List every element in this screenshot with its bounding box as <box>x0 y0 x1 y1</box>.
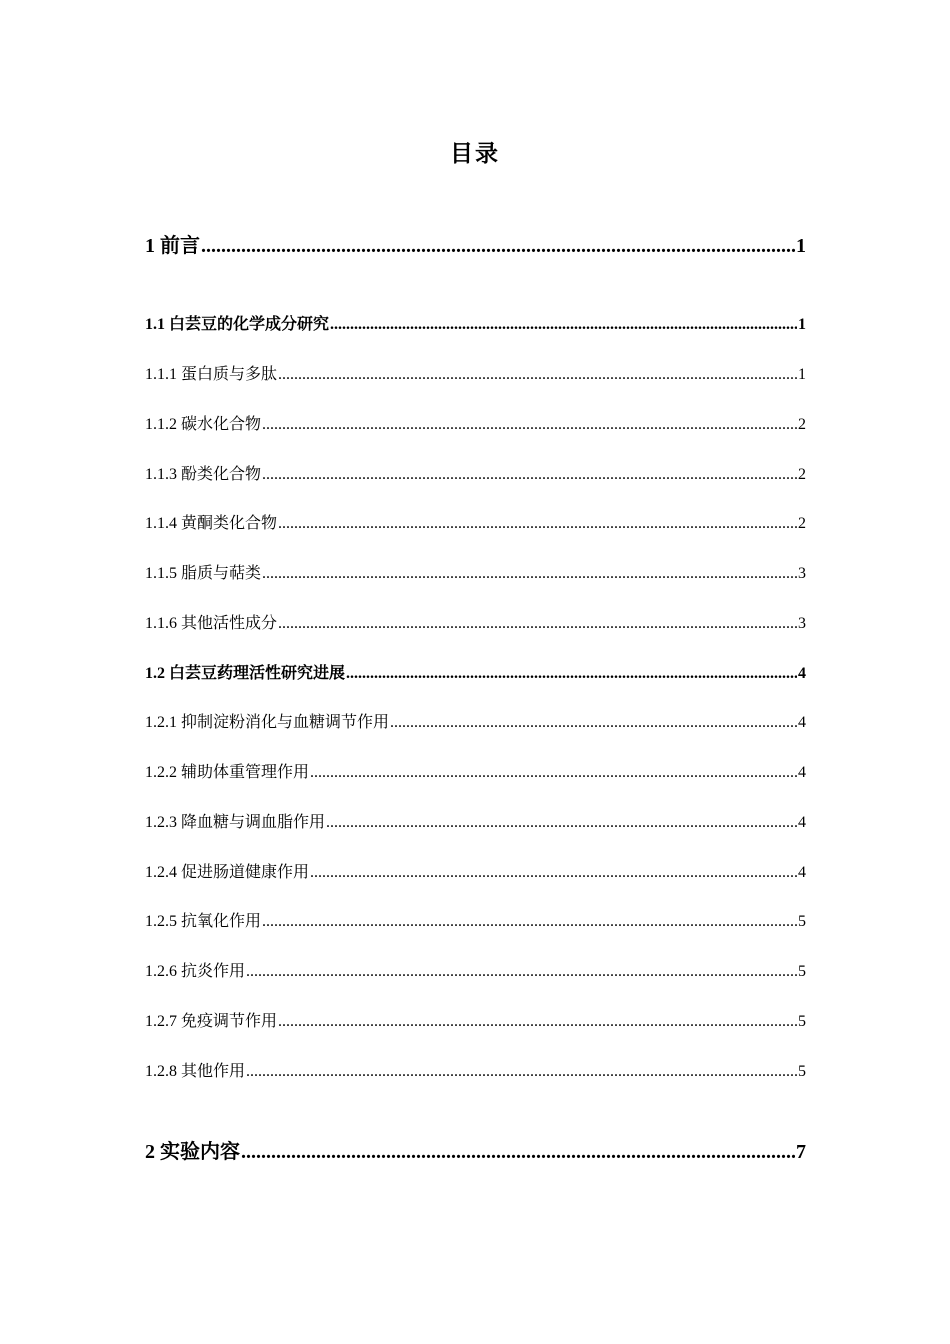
toc-leader-dots <box>201 232 795 260</box>
toc-leader-dots <box>326 812 797 834</box>
toc-entry-page: 2 <box>798 416 806 433</box>
toc-entry-subsection[interactable] <box>145 414 806 436</box>
toc-entry-section[interactable] <box>145 314 806 336</box>
toc-entry-page: 7 <box>796 1141 806 1163</box>
toc-entry-subsection[interactable] <box>145 1011 806 1033</box>
toc-entry-page: 5 <box>798 913 806 930</box>
toc-entry-page: 1 <box>798 316 806 333</box>
toc-entry-label: 1.2.6 抗炎作用 <box>145 963 246 980</box>
toc-entry-page: 2 <box>798 515 806 532</box>
toc-title: 目录 <box>450 141 500 167</box>
toc-leader-dots <box>330 314 797 336</box>
toc-leader-dots <box>246 1061 797 1083</box>
toc-entry-page: 1 <box>796 235 806 257</box>
toc-entry-subsection[interactable] <box>145 513 806 535</box>
toc-entry-page: 5 <box>798 963 806 980</box>
toc-entry-label: 2 实验内容 <box>145 1141 240 1163</box>
toc-entry-label: 1.1.4 黄酮类化合物 <box>145 515 278 532</box>
toc-entry-label: 1.1.2 碳水化合物 <box>145 416 262 433</box>
toc-leader-dots <box>390 712 797 734</box>
toc-leader-dots <box>262 464 797 486</box>
toc-entry-label: 1.2.8 其他作用 <box>145 1063 246 1080</box>
toc-entry-section[interactable] <box>145 663 806 685</box>
toc-entry-label: 1.2.2 辅助体重管理作用 <box>145 764 310 781</box>
toc-leader-dots <box>278 364 797 386</box>
toc-entry-page: 4 <box>798 714 806 731</box>
toc-leader-dots <box>262 911 797 933</box>
toc-entry-subsection[interactable] <box>145 961 806 983</box>
toc-entry-subsection[interactable] <box>145 712 806 734</box>
toc-entry-page: 4 <box>798 864 806 881</box>
toc-entry-label: 1.2.5 抗氧化作用 <box>145 913 262 930</box>
toc-entry-page: 4 <box>798 665 806 682</box>
toc-entry-subsection[interactable] <box>145 911 806 933</box>
toc-entry-label: 1.1.1 蛋白质与多肽 <box>145 366 278 383</box>
toc-entry-page: 4 <box>798 814 806 831</box>
toc-entry-subsection[interactable] <box>145 1061 806 1083</box>
toc-leader-dots <box>278 1011 797 1033</box>
toc-entry-label: 1.1 白芸豆的化学成分研究 <box>145 316 330 333</box>
toc-entry-page: 3 <box>798 615 806 632</box>
toc-entry-page: 3 <box>798 565 806 582</box>
toc-leader-dots <box>262 563 797 585</box>
toc-entry-label: 1.2.3 降血糖与调血脂作用 <box>145 814 326 831</box>
toc-leader-dots <box>246 961 797 983</box>
toc-entry-page: 5 <box>798 1013 806 1030</box>
toc-entry-label: 1.2.1 抑制淀粉消化与血糖调节作用 <box>145 714 390 731</box>
toc-entry-label: 1.1.3 酚类化合物 <box>145 466 262 483</box>
toc-leader-dots <box>346 663 797 685</box>
toc-leader-dots <box>310 762 797 784</box>
toc-leader-dots <box>262 414 797 436</box>
toc-entry-page: 2 <box>798 466 806 483</box>
toc-entry-page: 1 <box>798 366 806 383</box>
toc-entry-label: 1.1.6 其他活性成分 <box>145 615 278 632</box>
toc-leader-dots <box>278 513 797 535</box>
toc-entry-subsection[interactable] <box>145 812 806 834</box>
toc-entry-subsection[interactable] <box>145 464 806 486</box>
toc-leader-dots <box>241 1138 795 1166</box>
toc-leader-dots <box>310 862 797 884</box>
toc-entry-subsection[interactable] <box>145 862 806 884</box>
toc-leader-dots <box>278 613 797 635</box>
toc-entry-subsection[interactable] <box>145 613 806 635</box>
toc-entry-subsection[interactable] <box>145 364 806 386</box>
toc-entry-label: 1 前言 <box>145 235 200 257</box>
toc-entry-label: 1.2.4 促进肠道健康作用 <box>145 864 310 881</box>
toc-entry-label: 1.1.5 脂质与萜类 <box>145 565 262 582</box>
toc-entry-label: 1.2.7 免疫调节作用 <box>145 1013 278 1030</box>
toc-entry-page: 4 <box>798 764 806 781</box>
toc-entry-subsection[interactable] <box>145 762 806 784</box>
toc-entry-chapter[interactable] <box>145 1138 806 1166</box>
toc-entry-page: 5 <box>798 1063 806 1080</box>
toc-entry-chapter[interactable] <box>145 232 806 260</box>
toc-entry-subsection[interactable] <box>145 563 806 585</box>
toc-entry-label: 1.2 白芸豆药理活性研究进展 <box>145 665 346 682</box>
